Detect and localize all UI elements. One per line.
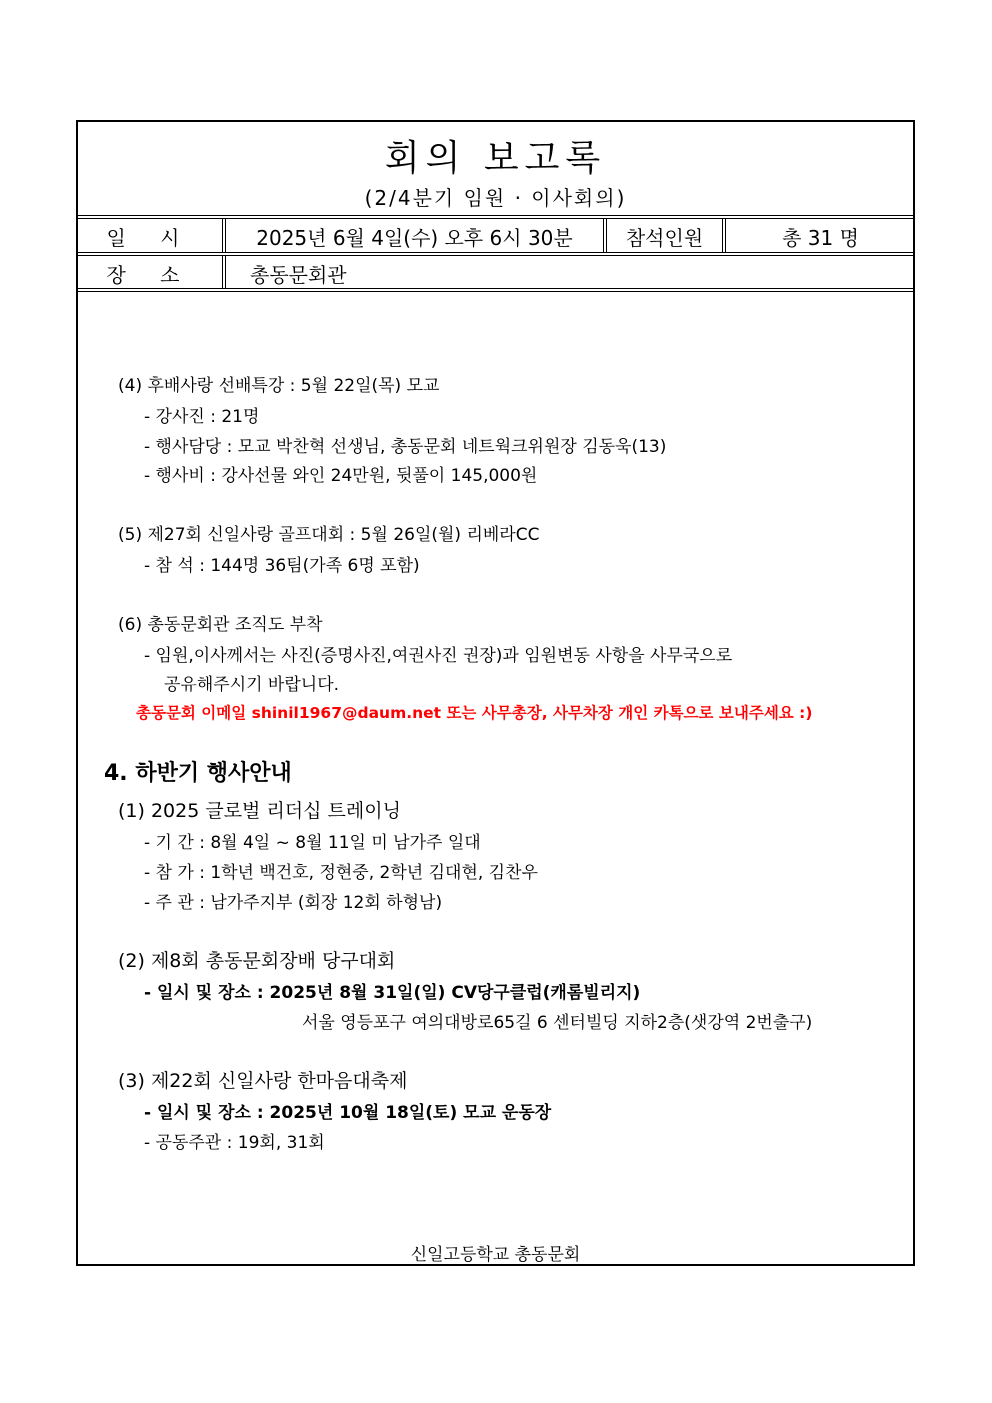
item-4-line: - 행사비 : 강사선물 와인 24만원, 뒷풀이 145,000원 bbox=[144, 466, 538, 486]
divider bbox=[222, 255, 223, 288]
date-value: 2025년 6월 4일(수) 오후 6시 30분 bbox=[256, 226, 573, 250]
attendance-label: 참석인원 bbox=[625, 226, 704, 250]
report-frame bbox=[76, 120, 915, 1266]
place-value: 총동문회관 bbox=[250, 263, 347, 287]
divider bbox=[78, 215, 913, 216]
event-2-title: (2) 제8회 총동문회장배 당구대회 bbox=[118, 950, 396, 972]
item-6-line: - 임원,이사께서는 사진(증명사진,여권사진 권장)과 임원변동 사항을 사무국으로 bbox=[144, 646, 733, 666]
item-5-title: (5) 제27회 신일사랑 골프대회 : 5월 26일(월) 리베라CC bbox=[118, 525, 540, 545]
date-label: 일 시 bbox=[106, 226, 194, 250]
page-title: 회의 보고록 bbox=[384, 138, 607, 179]
divider bbox=[722, 218, 723, 252]
divider bbox=[78, 252, 913, 253]
place-label: 장 소 bbox=[106, 263, 194, 287]
event-1-line: - 주 관 : 남가주지부 (회장 12회 하형남) bbox=[144, 893, 443, 913]
divider bbox=[603, 218, 604, 252]
divider bbox=[78, 288, 913, 289]
item-4-title: (4) 후배사랑 선배특강 : 5월 22일(목) 모교 bbox=[118, 376, 440, 396]
event-3-line: - 일시 및 장소 : 2025년 10월 18일(토) 모교 운동장 bbox=[144, 1103, 552, 1123]
page-subtitle: (2/4분기 임원 · 이사회의) bbox=[364, 186, 627, 210]
item-5-line: - 참 석 : 144명 36팀(가족 6명 포함) bbox=[144, 556, 420, 576]
event-3-line: - 공동주관 : 19회, 31회 bbox=[144, 1133, 325, 1153]
attendance-value: 총 31 명 bbox=[782, 226, 859, 250]
event-1-line: - 참 가 : 1학년 백건호, 정현중, 2학년 김대현, 김찬우 bbox=[144, 863, 538, 883]
event-3-title: (3) 제22회 신일사랑 한마음대축제 bbox=[118, 1070, 408, 1092]
item-4-line: - 강사진 : 21명 bbox=[144, 407, 260, 427]
event-1-line: - 기 간 : 8월 4일 ~ 8월 11일 미 남가주 일대 bbox=[144, 833, 481, 853]
divider bbox=[225, 255, 226, 288]
divider bbox=[78, 218, 913, 219]
item-4-line: - 행사담당 : 모교 박찬혁 선생님, 총동문회 네트웍크위원장 김동욱(13) bbox=[144, 437, 667, 457]
divider bbox=[78, 291, 913, 292]
divider bbox=[222, 218, 223, 252]
event-2-line: - 일시 및 장소 : 2025년 8월 31일(일) CV당구클럽(캐롬빌리지) bbox=[144, 983, 641, 1003]
event-2-address: 서울 영등포구 여의대방로65길 6 센터빌딩 지하2층(샛강역 2번출구) bbox=[302, 1013, 813, 1033]
section-4-heading: 4. 하반기 행사안내 bbox=[104, 761, 292, 786]
email-notice: 총동문회 이메일 shinil1967@daum.net 또는 사무총장, 사무차장 개인 카톡으로 보내주세요 :) bbox=[136, 704, 813, 722]
item-6-line: 공유해주시기 바랍니다. bbox=[164, 675, 340, 695]
item-6-title: (6) 총동문회관 조직도 부착 bbox=[118, 615, 323, 635]
footer-org: 신일고등학교 총동문회 bbox=[410, 1245, 581, 1265]
divider bbox=[78, 255, 913, 256]
event-1-title: (1) 2025 글로벌 리더십 트레이닝 bbox=[118, 800, 401, 822]
